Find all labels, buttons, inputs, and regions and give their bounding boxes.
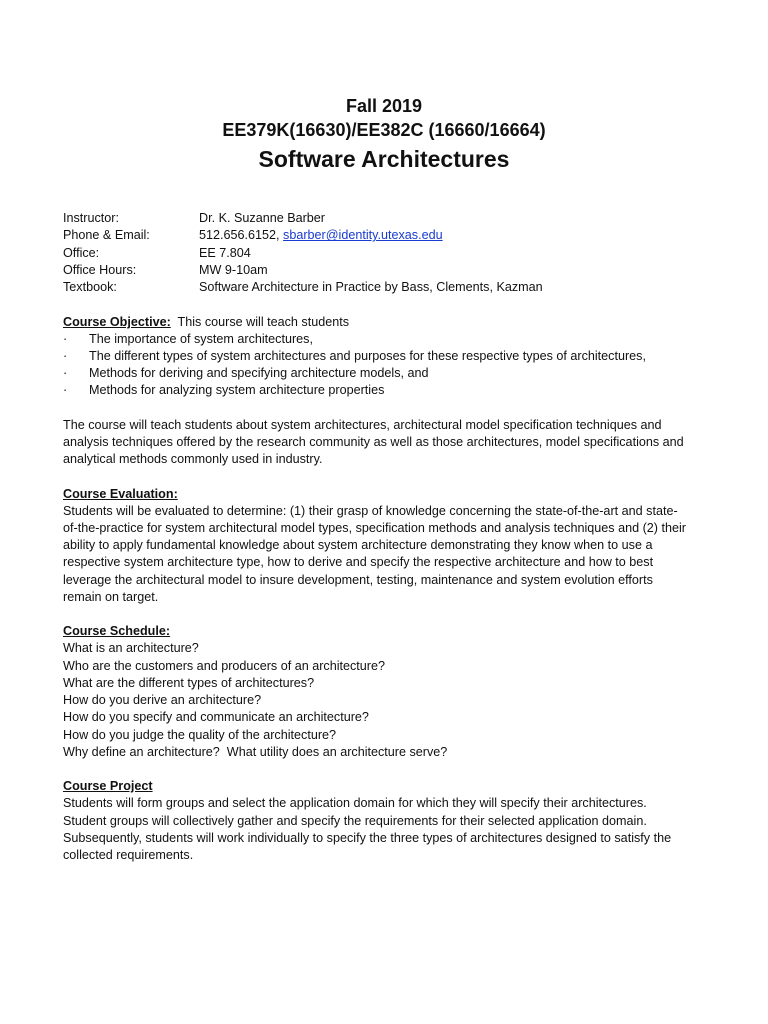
section-heading: Course Objective: (63, 314, 171, 329)
course-objective-section (63, 314, 703, 400)
info-value: MW 9-10am (199, 262, 268, 277)
schedule-item: What is an architecture? (63, 641, 199, 656)
list-item-text: The importance of system architectures, (89, 331, 313, 346)
info-label: Textbook: (63, 280, 117, 295)
info-label: Office: (63, 245, 100, 260)
paragraph-line: of-the-practice for system architectural model types, specification methods and analysis techniques and (2) their (63, 521, 686, 536)
bullet-icon: · (63, 349, 68, 364)
paragraph-line: analysis techniques offered by the research community as well as those architectures, model specifications and (63, 435, 684, 450)
course-project-section (63, 778, 703, 864)
course-evaluation-section (63, 486, 703, 606)
list-item (63, 331, 703, 348)
phone-number: 512.656.6152, (199, 228, 284, 243)
info-row-office-hours (63, 262, 703, 279)
paragraph-line: Students will be evaluated to determine: (1) their grasp of knowledge concerning the state-of-the-art and state- (63, 503, 678, 518)
course-title: Software Architectures (258, 146, 510, 172)
list-item-text: Methods for analyzing system architecture properties (89, 383, 385, 398)
paragraph-line: Students will form groups and select the application domain for which they will specify their architectures. (63, 796, 647, 811)
list-item (63, 382, 703, 399)
bullet-icon: · (63, 331, 68, 346)
paragraph-line: Subsequently, students will work individually to specify the three types of architectures designed to satisfy the (63, 830, 672, 845)
paragraph-line: leverage the architectural model to insure development, testing, maintenance and system evolution efforts (63, 572, 653, 587)
paragraph-line: analytical methods commonly used in industry. (63, 452, 323, 467)
email-link[interactable]: sbarber@identity.utexas.edu (283, 228, 443, 243)
schedule-item: How do you judge the quality of the architecture? (63, 727, 337, 742)
paragraph-line: remain on target. (63, 589, 159, 604)
paragraph-line: The course will teach students about system architectures, architectural model specification techniques and (63, 417, 662, 432)
info-row-contact (63, 227, 703, 244)
course-summary-paragraph (63, 417, 703, 469)
term-heading: Fall 2019 (345, 96, 423, 116)
section-heading: Course Schedule: (63, 624, 171, 639)
document-body (63, 210, 703, 864)
section-heading: Course Evaluation: (63, 486, 178, 501)
section-heading: Course Project (63, 779, 153, 794)
info-value: EE 7.804 (199, 245, 251, 260)
bullet-icon: · (63, 383, 68, 398)
list-item (63, 365, 703, 382)
paragraph-line: respective system architecture type, how to derive and specify the respective architecture and how to best (63, 555, 654, 570)
info-row-textbook (63, 279, 703, 296)
course-schedule-section (63, 623, 703, 761)
bullet-icon: · (63, 366, 68, 381)
schedule-item: Why define an architecture? What utility does an architecture serve? (63, 744, 448, 759)
paragraph-line: Student groups will collectively gather and specify the requirements for their selected application domain. (63, 813, 647, 828)
schedule-item: Who are the customers and producers of an architecture? (63, 658, 386, 673)
info-value: Software Architecture in Practice by Bass, Clements, Kazman (199, 280, 543, 295)
document-header (0, 94, 768, 176)
info-value: Dr. K. Suzanne Barber (199, 211, 326, 225)
paragraph-line: ability to apply fundamental knowledge about system architecture demonstrating they know when to use a (63, 538, 653, 553)
schedule-item: How do you derive an architecture? (63, 693, 262, 708)
objective-intro: This course will teach students (170, 314, 350, 329)
course-info-block (63, 210, 703, 296)
info-row-instructor (63, 210, 703, 227)
info-value (199, 227, 443, 244)
course-code-heading: EE379K(16630)/EE382C (16660/16664) (222, 120, 546, 140)
info-label: Instructor: (63, 211, 119, 225)
info-row-office (63, 245, 703, 262)
list-item (63, 348, 703, 365)
list-item-text: The different types of system architectures and purposes for these respective types of architectures, (89, 349, 646, 364)
paragraph-line: collected requirements. (63, 847, 194, 862)
info-label: Phone & Email: (63, 228, 150, 243)
schedule-item: How do you specify and communicate an architecture? (63, 710, 369, 725)
list-item-text: Methods for deriving and specifying architecture models, and (89, 366, 429, 381)
schedule-item: What are the different types of architectures? (63, 675, 315, 690)
info-label: Office Hours: (63, 262, 137, 277)
